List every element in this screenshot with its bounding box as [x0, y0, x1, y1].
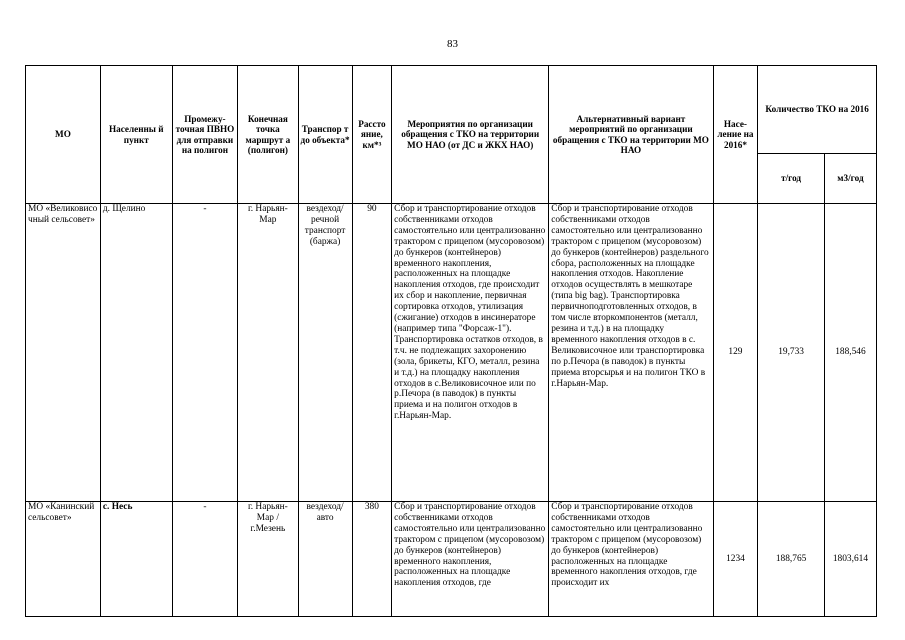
cell-tko-tons: 188,765 — [758, 502, 825, 617]
cell-intermediate: - — [172, 502, 238, 617]
cell-mo: МО «Великовисо чный сельсовет» — [26, 204, 101, 502]
header-row — [26, 66, 877, 154]
cell-distance: 380 — [352, 502, 392, 617]
header-tko-group: Количество ТКО на 2016 — [758, 66, 877, 154]
tko-table — [25, 65, 877, 617]
header-tko-tons: т/год — [758, 154, 825, 204]
cell-alternative: Сбор и транспортирование отходов собственниками отходов самостоятельно или централизованно трактором с прицепом (мусоровозом) до бункеров (контейнеров) расположенных на площадке временного накопления отходов, где происходит их — [551, 502, 703, 589]
page-number: 83 — [447, 38, 458, 50]
cell-intermediate: - — [172, 204, 238, 502]
header-transport: Транспор т до объекта* — [298, 66, 352, 204]
cell-distance: 90 — [352, 204, 392, 502]
header-mo: МО — [26, 66, 101, 204]
header-settlement: Населенны й пункт — [100, 66, 172, 204]
cell-population: 1234 — [713, 502, 758, 617]
cell-transport: вездеход/ авто — [298, 502, 352, 617]
cell-measures-wrap — [392, 502, 549, 617]
cell-tko-tons: 19,733 — [758, 204, 825, 502]
header-distance: Рассто яние, км*³ — [352, 66, 392, 204]
cell-population: 129 — [713, 204, 758, 502]
header-alternative: Альтернативный вариант мероприятий по организации обращения с ТКО на территории МО НАО — [549, 66, 713, 204]
cell-alternative: Сбор и транспортирование отходов собственниками отходов самостоятельно или централизованно трактором с прицепом (мусоровозом) до бункеров (контейнеров) раздельного сбора, расположенных на площадке накопления отходов. Накопление отходов осуществлять в мешкотаре (типа big bag). Транспортировка первичноподготовленных отходов, в том числе вторкомпонентов (металл, резина и т.д.) в на площадку временного накопления отходов в с. Великовисочное или транспортировка по р.Печора (в паводок) в пункты приема вторсырья и на полигон ТКО в г.Нарьян-Мар. — [549, 204, 713, 502]
header-population: Насе-ление на 2016* — [713, 66, 758, 204]
cell-tko-m3: 188,546 — [824, 204, 876, 502]
header-tko-m3: м3/год — [824, 154, 876, 204]
cell-measures: Сбор и транспортирование отходов собственниками отходов самостоятельно или централизованно трактором с прицепом (мусоровозом) до бункеров (контейнеров) временного накопления, расположенных на площадке накопления отходов, где — [394, 502, 546, 589]
header-endpoint: Конечная точка маршрут а (полигон) — [238, 66, 298, 204]
cell-settlement: д. Щелино — [100, 204, 172, 502]
header-measures: Мероприятия по организации обращения с ТКО на территории МО НАО (от ДС и ЖКХ НАО) — [392, 66, 549, 204]
cell-endpoint: г. Нарьян-Мар / г.Мезень — [238, 502, 298, 617]
table-row — [26, 204, 877, 502]
cell-mo: МО «Канинский сельсовет» — [26, 502, 101, 617]
cell-settlement: с. Несь — [100, 502, 172, 617]
cell-endpoint: г. Нарьян-Мар — [238, 204, 298, 502]
table-row — [26, 502, 877, 617]
cell-alternative-wrap — [549, 502, 713, 617]
cell-tko-m3: 1803,614 — [824, 502, 876, 617]
cell-transport: вездеход/ речной транспорт (баржа) — [298, 204, 352, 502]
cell-measures: Сбор и транспортирование отходов собственниками отходов самостоятельно или централизованно трактором с прицепом (мусоровозом) до бункеров (контейнеров) временного накопления, расположенных на площадке накопления отходов, где происходит их сбор и накопление, первичная сортировка отходов, утилизация (сжигание) отходов в инсинераторе (например типа "Форсаж-1"). Транспортировка остатков отходов, в т.ч. не подлежащих захоронению (зола, брикеты, КГО, металл, резина и т.д.) на площадку накопления отходов в с.Великовисочное или по р.Печора (в паводок) в пункты приема и на полигон отходов в г.Нарьян-Мар. — [392, 204, 549, 502]
header-intermediate: Промежу-точная ПВНО для отправки на полигон — [172, 66, 238, 204]
